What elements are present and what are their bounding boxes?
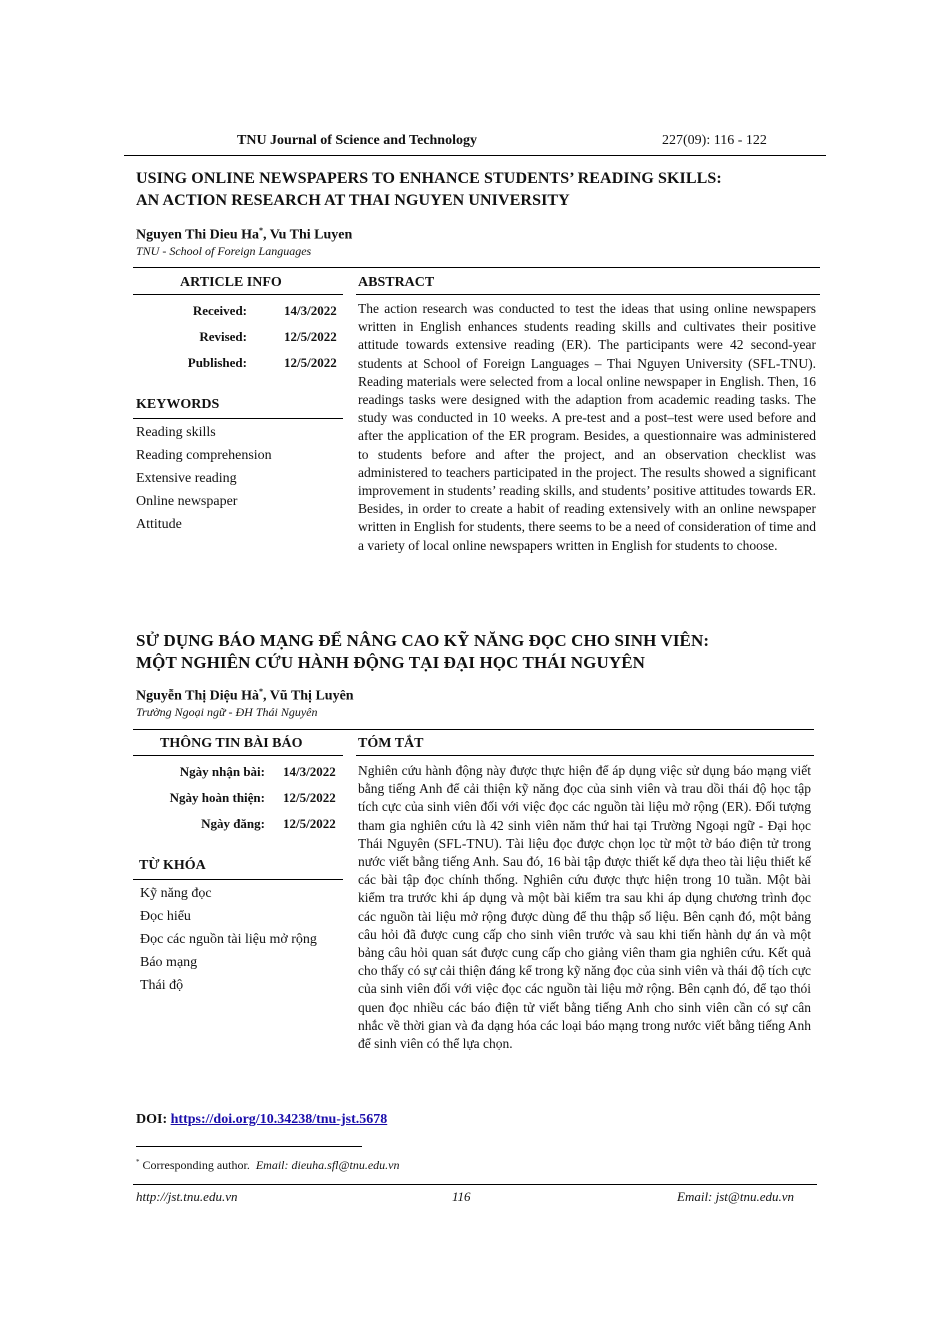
vietnamese-info-rule (133, 755, 343, 756)
revised-date: 12/5/2022 (284, 329, 337, 344)
author-2: , Vũ Thị Luyên (263, 688, 354, 704)
keyword-item: Extensive reading (136, 471, 237, 486)
doi-label: DOI: (136, 1112, 168, 1127)
corresponding-mark: * (259, 226, 264, 235)
english-keywords-rule (133, 418, 343, 419)
vn-received-label: Ngày nhận bài: (179, 764, 265, 779)
vietnamese-authors (136, 687, 354, 705)
vietnamese-affiliation: Trường Ngoại ngữ - ĐH Thái Nguyên (136, 705, 318, 719)
author-1: Nguyen Thi Dieu Ha (136, 227, 260, 243)
english-affiliation: TNU - School of Foreign Languages (136, 244, 312, 258)
vn-published-label: Ngày đăng: (201, 816, 265, 831)
footnote (136, 1158, 400, 1173)
published-date: 12/5/2022 (284, 355, 337, 370)
footnote-rule (136, 1146, 362, 1147)
vietnamese-title-line1: SỬ DỤNG BÁO MẠNG ĐỂ NÂNG CAO KỸ NĂNG ĐỌC CHO SINH VIÊN: (136, 631, 710, 650)
author-1: Nguyễn Thị Diệu Hà (136, 688, 260, 704)
keyword-item: Online newspaper (136, 494, 238, 509)
english-title-line1: USING ONLINE NEWSPAPERS TO ENHANCE STUDENTS’ READING SKILLS: (136, 170, 722, 187)
footnote-email: Email: dieuha.sfl@tnu.edu.vn (255, 1158, 400, 1172)
footnote-mark: * (136, 1158, 140, 1166)
published-label: Published: (187, 355, 247, 370)
footer-website[interactable]: http://jst.tnu.edu.vn (136, 1189, 238, 1204)
english-info-rule (133, 294, 343, 295)
vn-received-date: 14/3/2022 (283, 764, 336, 779)
english-box-top-rule (133, 267, 820, 268)
keyword-item: Đọc các nguồn tài liệu mở rộng (140, 932, 317, 947)
article-info-heading: ARTICLE INFO (180, 275, 282, 290)
author-2: , Vu Thi Luyen (263, 227, 353, 243)
keyword-item: Attitude (136, 517, 182, 532)
keyword-item: Kỹ năng đọc (140, 886, 212, 901)
vn-keywords-heading: TỪ KHÓA (139, 858, 206, 873)
english-authors (136, 226, 352, 244)
vietnamese-box-top-rule (133, 729, 814, 730)
vn-revised-label: Ngày hoàn thiện: (169, 790, 265, 805)
keyword-item: Reading comprehension (136, 448, 272, 463)
vn-published-date: 12/5/2022 (283, 816, 336, 831)
vietnamese-article-info-heading: THÔNG TIN BÀI BÁO (160, 736, 303, 751)
doi-line (136, 1112, 387, 1128)
english-abstract-text: The action research was conducted to test the ideas that using online newspapers written in English enhances students reading skills and cultivates their positive attitude towards extensive reading (ER). The participants were 42 second-year students at School of Foreign Languages – Thai Nguyen University (SFL-TNU). Reading materials were selected from a local online newspaper in English. Then, 16 readings tasks were designed with the adaption from academic reading tasks. The study was conducted in 10 weeks. A pre-test and a post–test were used before and after the application of the ER program. Besides, a questionnaire was administered to students before and after the project, and an observation checklist was administered to teachers participated in the project. The results showed a significant improvement in students’ reading skills, and students’ positive attitudes towards ER. Besides, in order to create a habit of reading extensively with an online newspaper written in English for students, there seems to be a need of consideration of time and a variety of local online newspapers written in English for students to choose. (358, 301, 816, 553)
abstract-heading: ABSTRACT (358, 275, 435, 290)
header-rule (124, 155, 826, 156)
vietnamese-abstract-heading: TÓM TẮT (358, 736, 424, 751)
vietnamese-title-line2: MỘT NGHIÊN CỨU HÀNH ĐỘNG TẠI ĐẠI HỌC THÁI NGUYÊN (136, 653, 646, 672)
page-number: 116 (452, 1189, 471, 1204)
english-title-line2: AN ACTION RESEARCH AT THAI NGUYEN UNIVERSITY (136, 192, 570, 209)
footer-rule (133, 1184, 817, 1185)
english-abstract-rule (356, 294, 820, 295)
revised-label: Revised: (199, 329, 247, 344)
keyword-item: Thái độ (140, 978, 184, 993)
keyword-item: Reading skills (136, 425, 216, 440)
keyword-item: Báo mạng (140, 955, 198, 970)
vietnamese-abstract-rule (356, 755, 814, 756)
vietnamese-abstract-text: Nghiên cứu hành động này được thực hiện để áp dụng việc sử dụng báo mạng viết bằng tiếng Anh để cải thiện kỹ năng đọc của sinh viên và trau dồi thái độ học tập tích cực của sinh viên đối với việc đọc các nguồn tài liệu mở rộng (ER). Đối tượng tham gia nghiên cứu là 42 sinh viên năm thứ hai tại Trường Ngoại ngữ - Đại học Thái Nguyên (SFL-TNU). Tài liệu đọc được chọn lọc từ một tờ báo điện tử trong nước viết bằng tiếng Anh. Sau đó, 16 bài tập được thiết kế dựa theo tài liệu thiết kế các bài tập đọc chính thống. Nghiên cứu được thực hiện trong 10 tuần. Một bài kiểm tra trước khi áp dụng và một bài kiểm tra sau khi áp dụng chương trình đọc các nguồn tài liệu mở rộng được dùng để thu thập số liệu. Bên cạnh đó, một bảng câu hỏi đã được cung cấp cho sinh viên trước và sau khi tiến hành dự án và một bảng câu hỏi quan sát được cung cấp cho giảng viên tham gia nghiên cứu. Kết quả cho thấy có sự cải thiện đáng kể trong kỹ năng đọc của sinh viên và thái độ tích cực của sinh viên đối với việc đọc các nguồn tài liệu mở rộng. Bên cạnh đó, để tạo thói quen đọc nhiều các báo điện tử viết bằng tiếng Anh cho sinh viên cần có sự cân nhắc về thời gian và đa dạng hóa các loại báo mạng trong nước viết bằng tiếng Anh để sinh viên có thể lựa chọn. (358, 763, 811, 1052)
footer-email[interactable]: Email: jst@tnu.edu.vn (677, 1189, 795, 1204)
doi-link[interactable]: https://doi.org/10.34238/tnu-jst.5678 (170, 1112, 388, 1127)
vietnamese-keywords-rule (133, 879, 343, 880)
vn-revised-date: 12/5/2022 (283, 790, 336, 805)
keywords-heading: KEYWORDS (136, 397, 220, 412)
corresponding-mark: * (259, 687, 264, 696)
footnote-text: Corresponding author. (142, 1158, 250, 1172)
received-date: 14/3/2022 (284, 303, 337, 318)
received-label: Received: (192, 303, 247, 318)
volume-pages: 227(09): 116 - 122 (662, 133, 767, 148)
journal-name: TNU Journal of Science and Technology (237, 133, 477, 148)
keyword-item: Đọc hiểu (140, 909, 191, 924)
